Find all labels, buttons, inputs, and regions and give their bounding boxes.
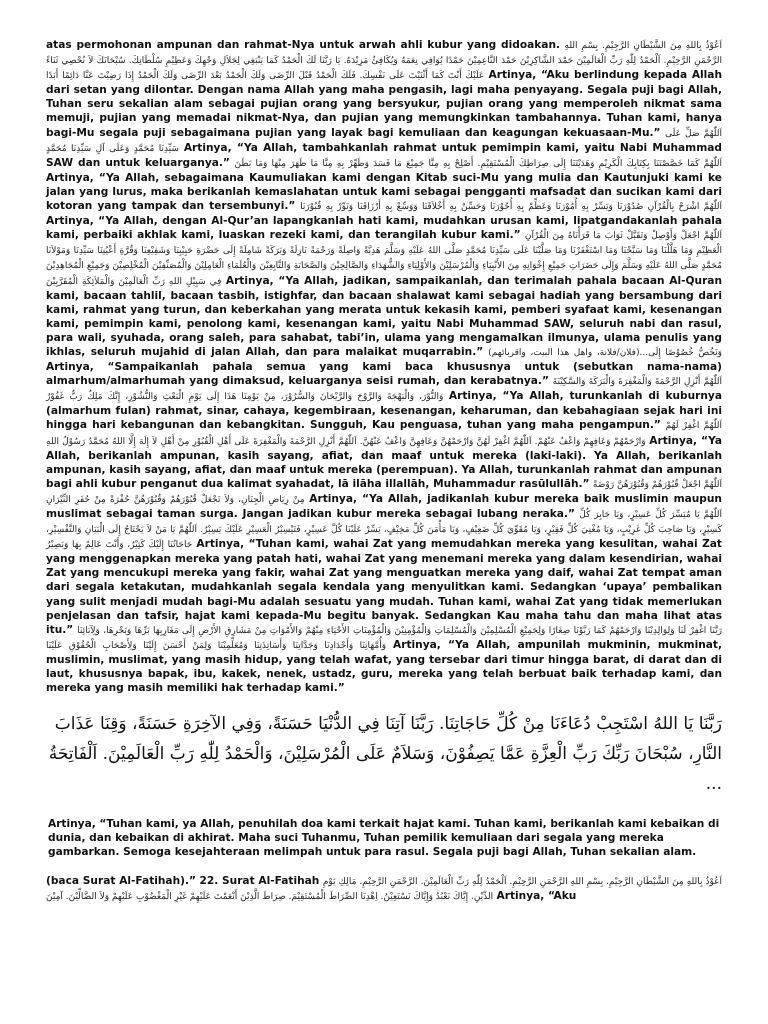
arabic-text: اَللّٰهُمَّ اشْرَحْ بِالْقُرْآنِ صُدُوْرَنَا وَيَسِّرْ بِهِ أُمُوْرَنَا وَعَظِّمْ بِهِ أُجُوْرَنَا وَحَسِّنْ بِهِ أَخْلاَقَنَا وَوَسِّعْ بِهِ أَرْزَاقَنَا وَنَوِّرْ بِهِ قُبُوْرَنَا [300, 202, 722, 213]
translation-text: Artinya, “Ya Allah, berikanlah ampunan, kasih sayang, afiat, dan maaf untuk mereka (laki-laki). Ya Allah, berikanlah ampunan, kasih sayang, afiat, dan maaf untuk mereka (perempuan). Ya Allah, turunkanlah rahmat dan ampunan bagi ahli kubur penganut dua kalimat syahadat, lā ilāha illallāh, Muhammadur rasūlullāh.” [46, 434, 722, 490]
fatihah-section [46, 874, 722, 904]
arabic-text: وَنَخُصُّ خُصُوْصًا إِلَى...(فلان/فلانة، واهل هذا البيت، واقربائهم) [488, 347, 722, 358]
closing-prayer-arabic: رَبَّنَا يَا اللهُ اسْتَجِبْ دُعَاءَنَا مِنْ كُلِّ حَاجَاتِنَا. رَبَّنَا آتِنَا فِي الدُّنْيَا حَسَنَةً، وَفِي الآخِرَةِ حَسَنَةً، وَقِنَا عَذَابَ النَّارِ، سُبْحَانَ رَبِّكَ رَبِّ الْعِزَّةِ عَمَّا يَصِفُوْنَ، وَسَلاَمٌ عَلَى الْمُرْسَلِيْنَ، وَالْحَمْدُ لِلّٰهِ رَبِّ الْعَالَمِيْنَ. اَلْفَاتِحَةُ ... [48, 714, 722, 795]
section-heading: 22. Surat Al-Fatihah [199, 874, 320, 887]
translation-text: Artinya, “Ya Allah, dengan Al-Qur’an lapangkanlah hati kami, mudahkan urusan kami, lipatgandakanlah pahala kami, perbaiki akhlak kami, luaskan rezeki kami, dan terangilah kubur kami.” [46, 215, 722, 242]
arabic-text: اَللّٰهُمَّ اجْعَلْ وَأَوْصِلْ وَتَقَبَّلْ ثَوَابَ مَا قَرَأْنَاهُ مِنَ الْقُرْآنِ الْعَظِيْمِ وَمَا هَلَّلْنَا وَمَا سَبَّحْنَا وَمَا اسْتَغْفَرْنَا وَمَا صَلَّيْنَا عَلَى سَيِّدِنَا مُحَمَّدٍ صَلَّى اللهُ عَلَيْهِ وَسَلَّمَ هَدِيَّةً وَاصِلَةً وَرَحْمَةً نَازِلَةً وَبَرَكَةً شَامِلَةً إِلَى حَضْرَةِ حَبِيْبِنَا وَشَفِيْعِنَا وَقُرَّةِ أَعْيُنِنَا سَيِّدِنَا وَمَوْلاَنَا مُحَمَّدٍ صَلَّى اللهُ عَلَيْهِ وَسَلَّمَ وَإِلَى حَضَرَاتِ جَمِيْعِ إِخْوَانِهِ مِنَ الأَنْبِيَاءِ وَالْمُرْسَلِيْنَ وَالأَوْلِيَاءِ وَالشُّهَدَاءِ وَالصَّالِحِيْنَ وَالصَّحَابَةِ وَالتَّابِعِيْنَ وَالْعُلَمَاءِ الْعَامِلِيْنَ وَالْمُصَنِّفِيْنَ الْمُخْلِصِيْنَ وَجَمِيْعِ الْمُجَاهِدِيْنَ فِي سَبِيْلِ اللهِ رَبِّ الْعَالَمِيْنَ وَالْمَلاَئِكَةِ الْمُقَرَّبِيْنَ [46, 231, 722, 287]
translation-text: Artinya, “Ya Allah, ampunilah mukminin, mukminat, muslimin, muslimat, yang masih hidup, yang telah wafat, yang tersebar dari timur hingga barat, di darat dan di laut, khususnya bapak, ibu, kakek, nenek, ustadz, guru, mereka yang telah berbuat baik terhadap kami, dan mereka yang masih memiliki hak terhadap kami.” [46, 638, 723, 695]
arabic-text: اَللّٰهُمَّ اجْعَلْ قُبُوْرَهُمْ وَقُبُوْرَهُنَّ رَوْضَةً مِنْ رِيَاضِ الْجِنَانِ، وَلاَ تَجْعَلْ قُبُوْرَهُمْ وَقُبُوْرَهُنَّ حُفْرَةً مِنْ حُفَرِ النِّيْرَانِ [46, 479, 722, 505]
arabic-text: اَعُوْذُ بِاللهِ مِنَ الشَّيْطَانِ الرَّجِيْمِ. بِسْمِ اللهِ الرَّحْمَنِ الرَّحِيْمِ. اَلْحَمْدُ لِلّٰهِ رَبِّ الْعَالَمِيْنَ حَمْدَ الشَّاكِرِيْنَ حَمْدَ النَّاعِمِيْنَ حَمْدًا يُوَافِي نِعَمَهُ وَيُكَافِئُ مَزِيْدَهُ. يَا رَبَّنَا لَكَ الْحَمْدُ كَمَا يَنْبَغِي لِجَلاَلِ وَجْهِكَ وَعَظِيْمِ سُلْطَانِكَ. سُبْحَانَكَ لاَ نُحْصِي ثَنَاءً عَلَيْكَ أَنْتَ كَمَا أَثْنَيْتَ عَلَى نَفْسِكَ. فَلَكَ الْحَمْدُ قَبْلَ الرِّضَى وَلَكَ الْحَمْدُ بَعْدَ الرِّضَى وَلَكَ الْحَمْدُ إِذَا رَضِيْتَ عَنَّا دَائِمًا أَبَدًا [46, 41, 722, 82]
translation-text: Artinya, “Sampaikanlah pahala semua yang kami baca khususnya untuk (sebutkan nama-nama) almarhum/almarhumah yang dimaksud, keluarganya seisi rumah, dan kerabatnya.” [46, 361, 722, 388]
translation-text: Artinya, “Ya Allah, sebagaimana Kaumuliakan kami dengan Kitab suci-Mu yang mulia dan Kautunjuki kami ke jalan yang lurus, maka berikanlah kemaslahatan untuk kami sebagai pengganti mafsadat dan sucikan kami dari kotoran yang tampak dan tersembunyi.” [46, 171, 722, 213]
text-line: atas permohonan ampunan dan rahmat-Nya untuk arwah ahli kubur yang didoakan. [46, 39, 561, 51]
text-line: (baca Surat Al-Fatihah).” [46, 874, 196, 887]
translation-text: Artinya, “Aku berlindung kepada Allah dari setan yang dilontar. Dengan nama Allah yang maha pengasih, lagi maha penyayang. Segala puji bagi Allah, Tuhan seru sekalian alam sebagai pujian orang yang bersyukur, pujian orang yang memperoleh nikmat sama memuji, pujian yang memadai nikmat-Nya, dan pujian yang memungkinkan tambahannya. Tuhan kami, hanya bagi-Mu segala puji sebagaimana pujian yang layak bagi kemuliaan dan keagungan kekuasaan-Mu.” [46, 69, 722, 139]
arabic-text: اَللّٰهُمَّ أَنْزِلِ الرَّحْمَةَ وَالْمَغْفِرَةَ وَالْبَرَكَةَ وَالسَّكِيْنَةَ وَالنُّوْرَ، وَالْبَهْجَةَ وَالرَّوْحَ وَالرَّيْحَانَ وَالسُّرُوْرَ، مِنْ يَوْمِنَا هَذَا إِلَى يَوْمِ الْبَعْثِ وَالنُّشُوْرِ، إِنَّكَ مَلِكٌ رَبٌّ غَفُوْرٌ [46, 377, 722, 403]
arabic-text: رَبَّنَا اغْفِرْ لَنَا وَلِوَالِدِيْنَا وَارْحَمْهُمْ كَمَا رَبَّوْنَا صِغَارًا وَلِجَمِيْعِ الْمُسْلِمِيْنَ وَالْمُسْلِمَاتِ وَالْمُؤْمِنِيْنَ وَالْمُؤْمِنَاتِ الأَحْيَاءِ مِنْهُمْ وَالأَمْوَاتِ مِنْ مَشَارِقِ الأَرْضِ إِلَى مَغَارِبِهَا بَرِّهَا وَبَحْرِهَا، وَلِآبَائِنَا وَأُمَّهَاتِنَا وَأَجْدَادِنَا وَجَدَّاتِنَا وَأَسَاتِذَتِنَا وَمُعَلِّمِيْنَا وَلِمَنْ أَحْسَنَ إِلَيْنَا وَلِأَصْحَابِ الْحُقُوْقِ عَلَيْنَا [46, 625, 722, 651]
translation-text: Artinya, “Ya Allah, jadikan, sampaikanlah, dan terimalah pahala bacaan Al-Quran kami, bacaan tahlil, bacaan tasbih, istighfar, dan bacaan shalawat kami sebagai hadiah yang bersambung dari kami, rahmat yang turun, dan keberkahan yang merata untuk kekasih kami, pemberi syafaat kami, kesenangan kami, pemimpin kami, penolong kami, kesenangan kami, yaitu Nabi Muhammad SAW, seluruh nabi dan rasul, para wali, syuhada, orang saleh, para sahabat, tabi’in, ulama yang mengamalkan ilmunya, ulama penulis yang ikhlas, seluruh mujahid di jalan Allah, dan para malaikat muqarrabin.” [46, 274, 722, 358]
translation-text: Artinya, “Aku [496, 889, 577, 902]
closing-prayer-translation: Artinya, “Tuhan kami, ya Allah, penuhilah doa kami terkait hajat kami. Tuhan kami, berikanlah kami kebaikan di dunia, dan kebaikan di akhirat. Maha suci Tuhanmu, Tuhan pemilik kemuliaan dari segala yang mereka gambarkan. Semoga kesejahteraan melimpah untuk para rasul. Segala puji bagi Allah, Tuhan sekalian alam. [48, 818, 720, 859]
translation-text: Artinya, “Tuhan kami, wahai Zat yang memudahkan mereka yang kesulitan, wahai Zat yang menggenapkan mereka yang patah hati, wahai Zat yang menemani mereka yang dalam kesendirian, wahai Zat yang mencukupi mereka yang fakir, wahai Zat yang menguatkan mereka yang daif, wahai Zat tempat aman dari segala ketakutan, mudahkanlah segala kendala yang menyulitkan kami. Sedangkan ‘upaya’ pembalikan yang sulit menjadi mudah bagi-Mu adalah sesuatu yang mudah. Tuhan kami, wahai Zat yang tidak memerlukan penjelasan dan tafsir, hajat kami kepada-Mu begitu banyak. Sedangkan Kau maha tahu dan maha lihat atas itu.” [46, 538, 722, 636]
translation-text: Artinya, “Ya Allah, turunkanlah di kuburnya (almarhum fulan) rahmat, sinar, cahaya, kegembiraan, kesenangan, keharuman, dan kebahagiaan sejak hari ini hingga hari kebangunan dan kebangkitan. Sungguh, Kau penguasa, tuhan yang maha pengampun.” [46, 390, 722, 432]
arabic-text: اَللّٰهُمَّ كَمَا خَصَّصْتَنَا بِكِتَابِكَ الْكَرِيْمِ وَهَدَيْتَنَا إِلَى صِرَاطِكَ الْمُسْتَقِيْمِ. أَصْلِحْ بِهِ مِنَّا جَمِيْعَ مَا فَسَدَ وَطَهِّرْ بِهِ مِنَّا مَا ظَهَرَ مِنْهَا وَمَا بَطَنَ [234, 158, 722, 169]
translation-text: Artinya, “Ya Allah, jadikanlah kubur mereka baik muslimin maupun muslimat sebagai taman surga. Jangan jadikan kubur mereka sebagai lubang neraka.” [46, 492, 722, 520]
arabic-text: اَللّٰهُمَّ صَلِّ عَلَى سَيِّدِنَا مُحَمَّدٍ وَعَلَى آلِ سَيِّدِنَا مُحَمَّدٍ [46, 128, 722, 154]
arabic-text: اَللّٰهُمَّ يَا مُيَسِّرَ كُلِّ عَسِيْرٍ، وَيَا جَابِرَ كُلِّ كَسِيْرٍ، وَيَا صَاحِبَ كُلِّ غَرِيْبٍ، وَيَا مُغْنِيَ كُلِّ فَقِيْرٍ، وَيَا مُقَوِّيَ كُلِّ ضَعِيْفٍ، وَيَا مَأْمَنَ كُلِّ مَخِيْفٍ، يَسِّرْ عَلَيْنَا كُلَّ عَسِيْرٍ، فَتَيْسِيْرُ الْعَسِيْرِ عَلَيْكَ يَسِيْرٌ. اَللّٰهُمَّ يَا مَنْ لاَ يَحْتَاجُ إِلَى الْبَيَانِ وَالتَّفْسِيْرِ، حَاجَاتُنَا إِلَيْكَ كَثِيْرٌ، وَأَنْتَ عَالِمٌ بِهَا وَبَصِيْرٌ [46, 510, 722, 551]
arabic-text: اَللّٰهُمَّ اغْفِرْ لَهُمْ وَارْحَمْهُمْ وَعَافِهِمْ وَاعْفُ عَنْهُمْ. اَللّٰهُمَّ اغْفِرْ لَهُنَّ وَارْحَمْهُنَّ وَعَافِهِنَّ وَاعْفُ عَنْهُنَّ. اَللّٰهُمَّ أَنْزِلِ الرَّحْمَةَ وَالْمَغْفِرَةَ عَلَى أَهْلِ الْقُبُوْرِ مِنْ أَهْلِ لاَ إِلَهَ إِلَّا اللهُ مُحَمَّدٌ رَسُوْلُ اللهِ [46, 421, 722, 447]
doa-body [46, 38, 722, 695]
arabic-text: اَعُوْذُ بِاللهِ مِنَ الشَّيْطَانِ الرَّجِيْمِ. بِسْمِ اللهِ الرَّحْمَنِ الرَّحِيْمِ. اَلْحَمْدُ لِلّٰهِ رَبِّ الْعَالَمِيْنَ. الرَّحْمَنِ الرَّحِيْمِ. مَالِكِ يَوْمِ الدِّيْنِ. إِيَّاكَ نَعْبُدُ وَإِيَّاكَ نَسْتَعِيْنُ. اِهْدِنَا الصِّرَاطَ الْمُسْتَقِيْمَ. صِرَاطَ الَّذِيْنَ أَنْعَمْتَ عَلَيْهِمْ غَيْرِ الْمَغْضُوْبِ عَلَيْهِمْ وَلاَ الضَّالِّيْنَ. آمِيْنَ [46, 876, 723, 902]
translation-text: Artinya, “Ya Allah, tambahkanlah rahmat untuk pemimpin kami, yaitu Nabi Muhammad SAW dan untuk keluarganya.” [46, 141, 722, 169]
